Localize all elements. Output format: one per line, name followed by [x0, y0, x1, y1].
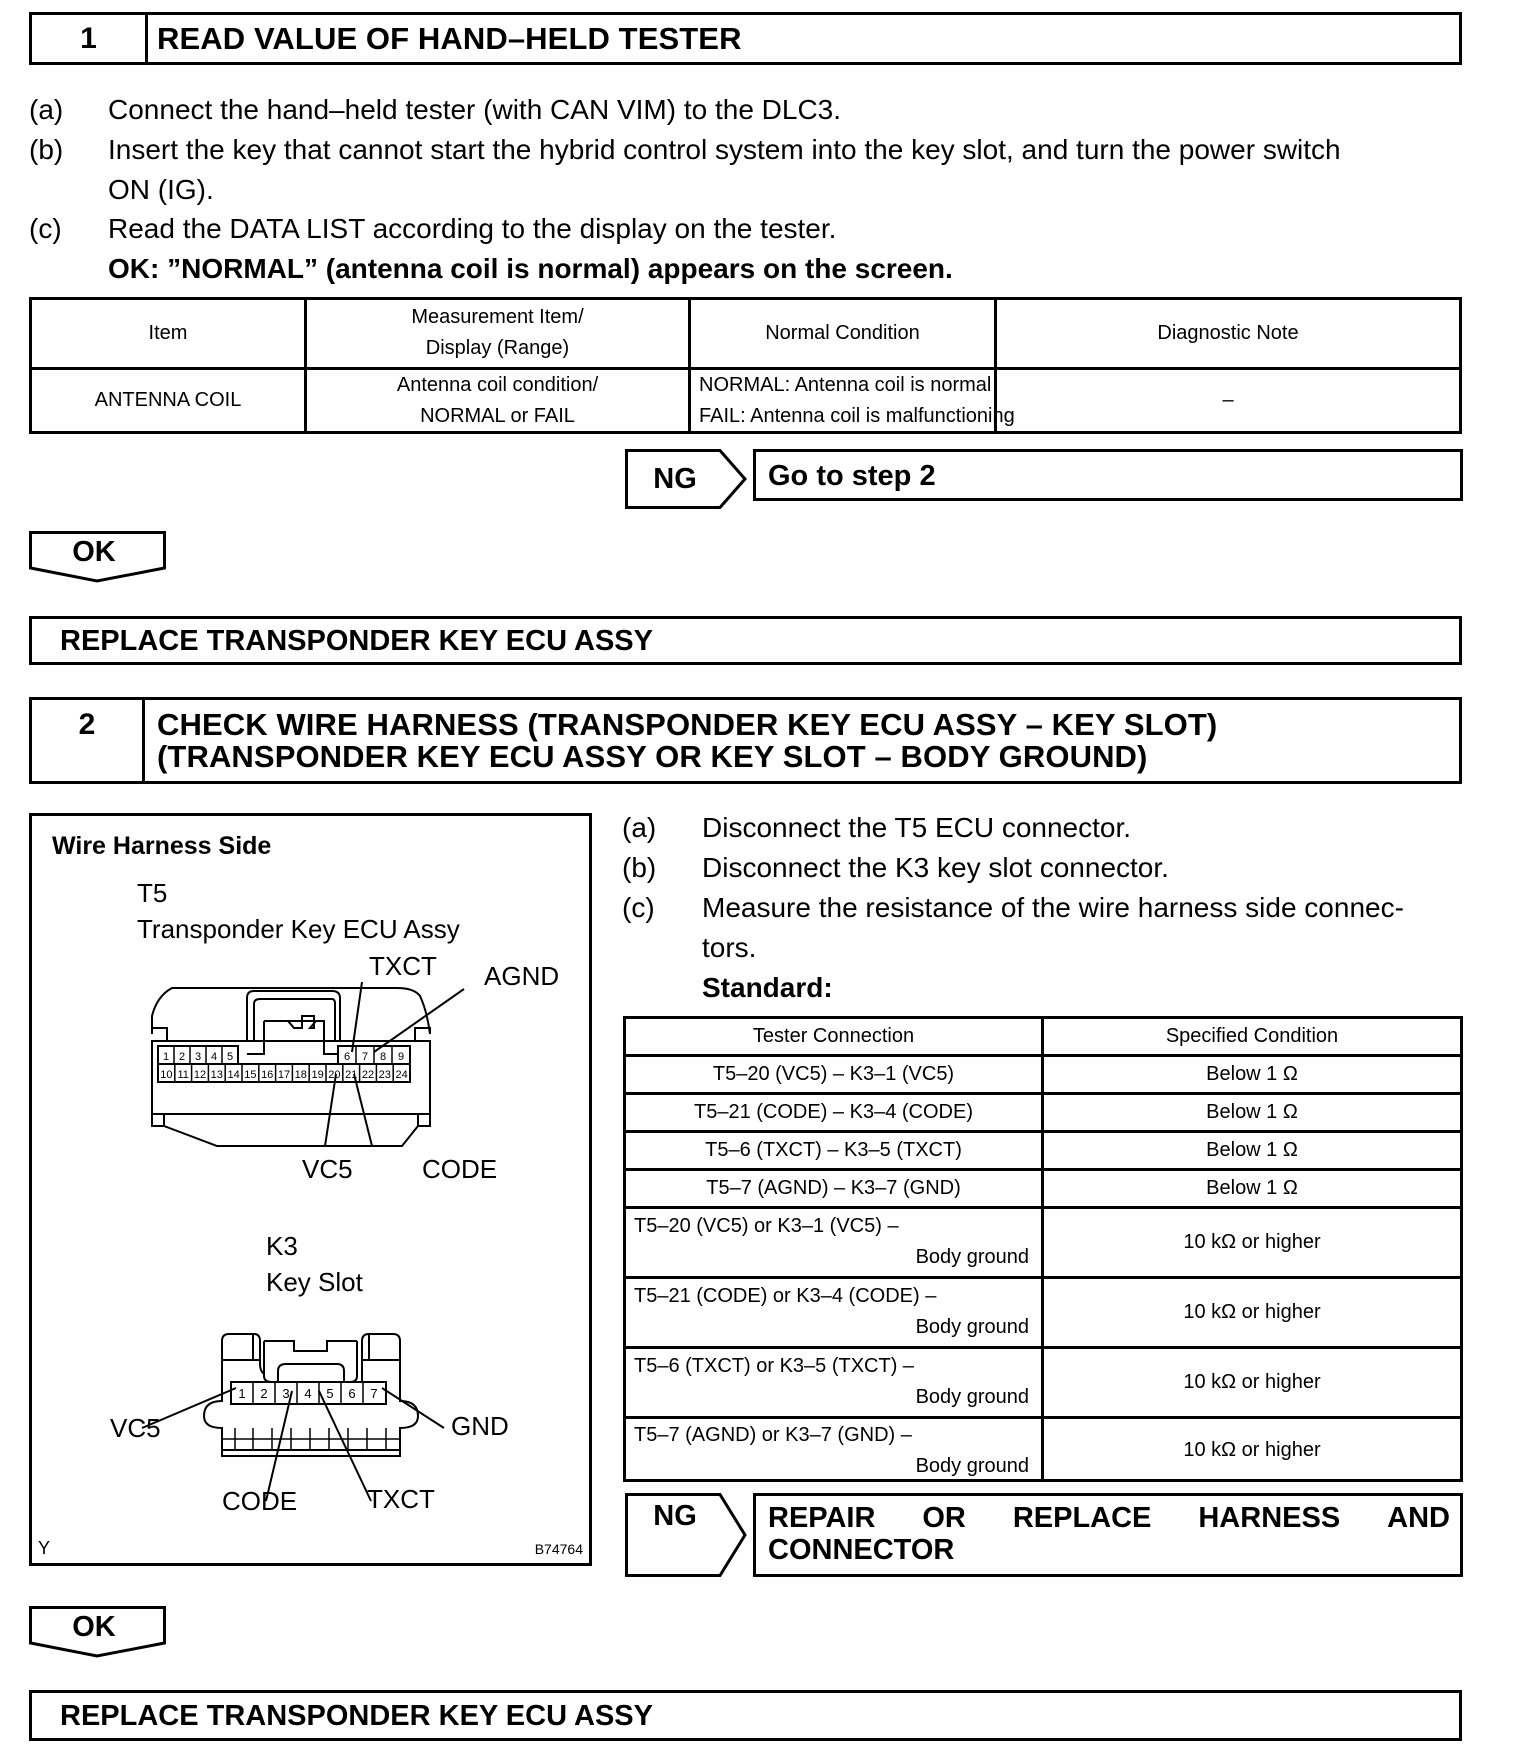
- replace-ecu-result-2: REPLACE TRANSPONDER KEY ECU ASSY: [29, 1690, 1462, 1741]
- ng-result-repair-harness[interactable]: [753, 1493, 1463, 1577]
- svg-text:3: 3: [282, 1386, 290, 1401]
- svg-text:20: 20: [328, 1069, 341, 1081]
- t5-label-agnd: AGND: [484, 961, 560, 991]
- svg-text:9: 9: [397, 1051, 405, 1063]
- k3-code: K3: [266, 1231, 298, 1261]
- svg-text:5: 5: [326, 1386, 334, 1401]
- t5-label-txct: TXCT: [369, 951, 437, 981]
- cell-normal-condition: NORMAL: Antenna coil is normal FAIL: Antenna coil is malfunctioning: [699, 374, 1015, 427]
- step-1-instruction-b: Insert the key that cannot start the hybrid control system into the key slot, and turn the power switch: [108, 134, 1341, 165]
- step-2-label-b: (b): [622, 852, 657, 883]
- step-1-label-b: (b): [29, 134, 64, 165]
- step-2-label-c: (c): [622, 892, 655, 923]
- k3-label-gnd: GND: [451, 1411, 509, 1441]
- svg-text:8: 8: [379, 1051, 387, 1063]
- svg-text:11: 11: [177, 1069, 189, 1081]
- diagram-heading: Wire Harness Side: [52, 832, 272, 860]
- step-1-instruction-c: Read the DATA LIST according to the display on the tester.: [108, 213, 837, 244]
- svg-text:7: 7: [361, 1051, 369, 1063]
- svg-text:1: 1: [162, 1051, 170, 1063]
- table-row: T5–7 (AGND) or K3–7 (GND) – Body ground 10 kΩ or higher: [634, 1424, 1321, 1477]
- step-1-number: 1: [32, 15, 148, 62]
- svg-text:22: 22: [361, 1069, 375, 1081]
- table-row: T5–7 (AGND) – K3–7 (GND) Below 1 Ω: [706, 1177, 1298, 1199]
- step-2-instruction-c-cont: tors.: [702, 932, 757, 963]
- svg-text:2: 2: [260, 1386, 268, 1401]
- table-row: T5–20 (VC5) – K3–1 (VC5) Below 1 Ω: [712, 1063, 1298, 1085]
- k3-label-vc5: VC5: [110, 1413, 161, 1443]
- step-2-instruction-a: Disconnect the T5 ECU connector.: [702, 812, 1132, 843]
- svg-text:17: 17: [277, 1069, 291, 1081]
- ok-criteria: OK: ”NORMAL” (antenna coil is normal) appears on the screen.: [108, 253, 953, 284]
- data-list-table-grid: [29, 297, 1462, 434]
- step-1-instruction-b-cont: ON (IG).: [108, 174, 214, 205]
- step-2-instruction-b: Disconnect the K3 key slot connector.: [702, 852, 1169, 883]
- t5-label-vc5: VC5: [302, 1154, 353, 1184]
- svg-text:12: 12: [193, 1069, 207, 1081]
- svg-text:5: 5: [226, 1051, 234, 1063]
- step-2-instruction-c: Measure the resistance of the wire harness side connec-: [702, 892, 1404, 923]
- figure-id: B74764: [534, 1541, 583, 1557]
- svg-text:7: 7: [370, 1386, 378, 1401]
- k3-connector-icon: [32, 816, 592, 1566]
- svg-text:16: 16: [261, 1069, 274, 1081]
- resistance-table: [623, 1016, 1463, 1482]
- header-specified-condition: Specified Condition: [1165, 1025, 1339, 1047]
- standard-label: Standard:: [702, 972, 833, 1003]
- header-measurement: Measurement Item/ Display (Range): [411, 306, 584, 359]
- header-tester-connection: Tester Connection: [752, 1025, 915, 1047]
- ng-result-line-1: REPAIR OR REPLACE HARNESS AND: [768, 1502, 1450, 1534]
- step-2-label-a: (a): [622, 812, 657, 843]
- svg-text:6: 6: [348, 1386, 356, 1401]
- ng-label-1: NG: [653, 462, 697, 495]
- k3-label-code: CODE: [222, 1486, 298, 1516]
- step-1-label-c: (c): [29, 213, 62, 244]
- svg-text:3: 3: [194, 1051, 202, 1063]
- cell-diagnostic-note: –: [1222, 389, 1234, 411]
- t5-code: T5: [137, 878, 168, 908]
- svg-text:13: 13: [210, 1069, 223, 1081]
- header-diagnostic-note: Diagnostic Note: [1157, 322, 1299, 344]
- k3-label-txct: TXCT: [367, 1484, 435, 1514]
- svg-text:1: 1: [238, 1386, 246, 1401]
- step-2-title: CHECK WIRE HARNESS (TRANSPONDER KEY ECU ASSY – KEY SLOT) (TRANSPONDER KEY ECU ASSY OR KEY SLOT – BODY GROUND): [157, 707, 1218, 774]
- svg-text:18: 18: [294, 1069, 307, 1081]
- svg-text:24: 24: [395, 1069, 408, 1081]
- header-item: Item: [148, 322, 188, 344]
- table-row: T5–21 (CODE) – K3–4 (CODE) Below 1 Ω: [694, 1101, 1298, 1123]
- ng-label-2: NG: [653, 1500, 697, 1532]
- wire-harness-diagram: [29, 813, 592, 1566]
- replace-ecu-result-1: REPLACE TRANSPONDER KEY ECU ASSY: [29, 616, 1462, 665]
- svg-text:10: 10: [160, 1069, 173, 1081]
- cell-measurement: Antenna coil condition/ NORMAL or FAIL: [396, 374, 599, 427]
- svg-text:2: 2: [178, 1051, 186, 1063]
- svg-text:14: 14: [227, 1069, 240, 1081]
- svg-text:4: 4: [304, 1386, 312, 1401]
- svg-text:4: 4: [210, 1051, 218, 1063]
- ok-label-1: OK: [72, 535, 116, 568]
- ok-label-2: OK: [72, 1610, 116, 1643]
- svg-text:23: 23: [378, 1069, 391, 1081]
- ng-result-text-1: Go to step 2: [768, 460, 936, 492]
- cell-item: ANTENNA COIL: [94, 389, 242, 411]
- t5-label-code: CODE: [422, 1154, 498, 1184]
- svg-text:19: 19: [311, 1069, 324, 1081]
- step-1-label-a: (a): [29, 94, 64, 125]
- step-1-header: [29, 12, 1462, 65]
- step-1-instruction-a: Connect the hand–held tester (with CAN VIM) to the DLC3.: [108, 94, 842, 125]
- svg-text:21: 21: [345, 1069, 358, 1081]
- corner-mark-y: Y: [38, 1538, 51, 1558]
- table-row: T5–6 (TXCT) – K3–5 (TXCT) Below 1 Ω: [705, 1139, 1298, 1161]
- k3-name: Key Slot: [266, 1267, 363, 1297]
- table-row: T5–21 (CODE) or K3–4 (CODE) – Body ground 10 kΩ or higher: [634, 1285, 1321, 1338]
- step-2-header: [29, 697, 1462, 784]
- table-row: T5–6 (TXCT) or K3–5 (TXCT) – Body ground 10 kΩ or higher: [634, 1355, 1321, 1408]
- step-2-number: 2: [32, 700, 145, 781]
- t5-name: Transponder Key ECU Assy: [137, 914, 460, 944]
- step-1-title: READ VALUE OF HAND–HELD TESTER: [157, 20, 742, 56]
- ng-result-go-to-step-2[interactable]: [753, 449, 1463, 501]
- ng-result-line-2: CONNECTOR: [768, 1534, 955, 1566]
- header-normal-condition: Normal Condition: [765, 322, 920, 344]
- svg-text:15: 15: [244, 1069, 257, 1081]
- svg-text:6: 6: [343, 1051, 351, 1063]
- table-row: T5–20 (VC5) or K3–1 (VC5) – Body ground 10 kΩ or higher: [634, 1215, 1321, 1268]
